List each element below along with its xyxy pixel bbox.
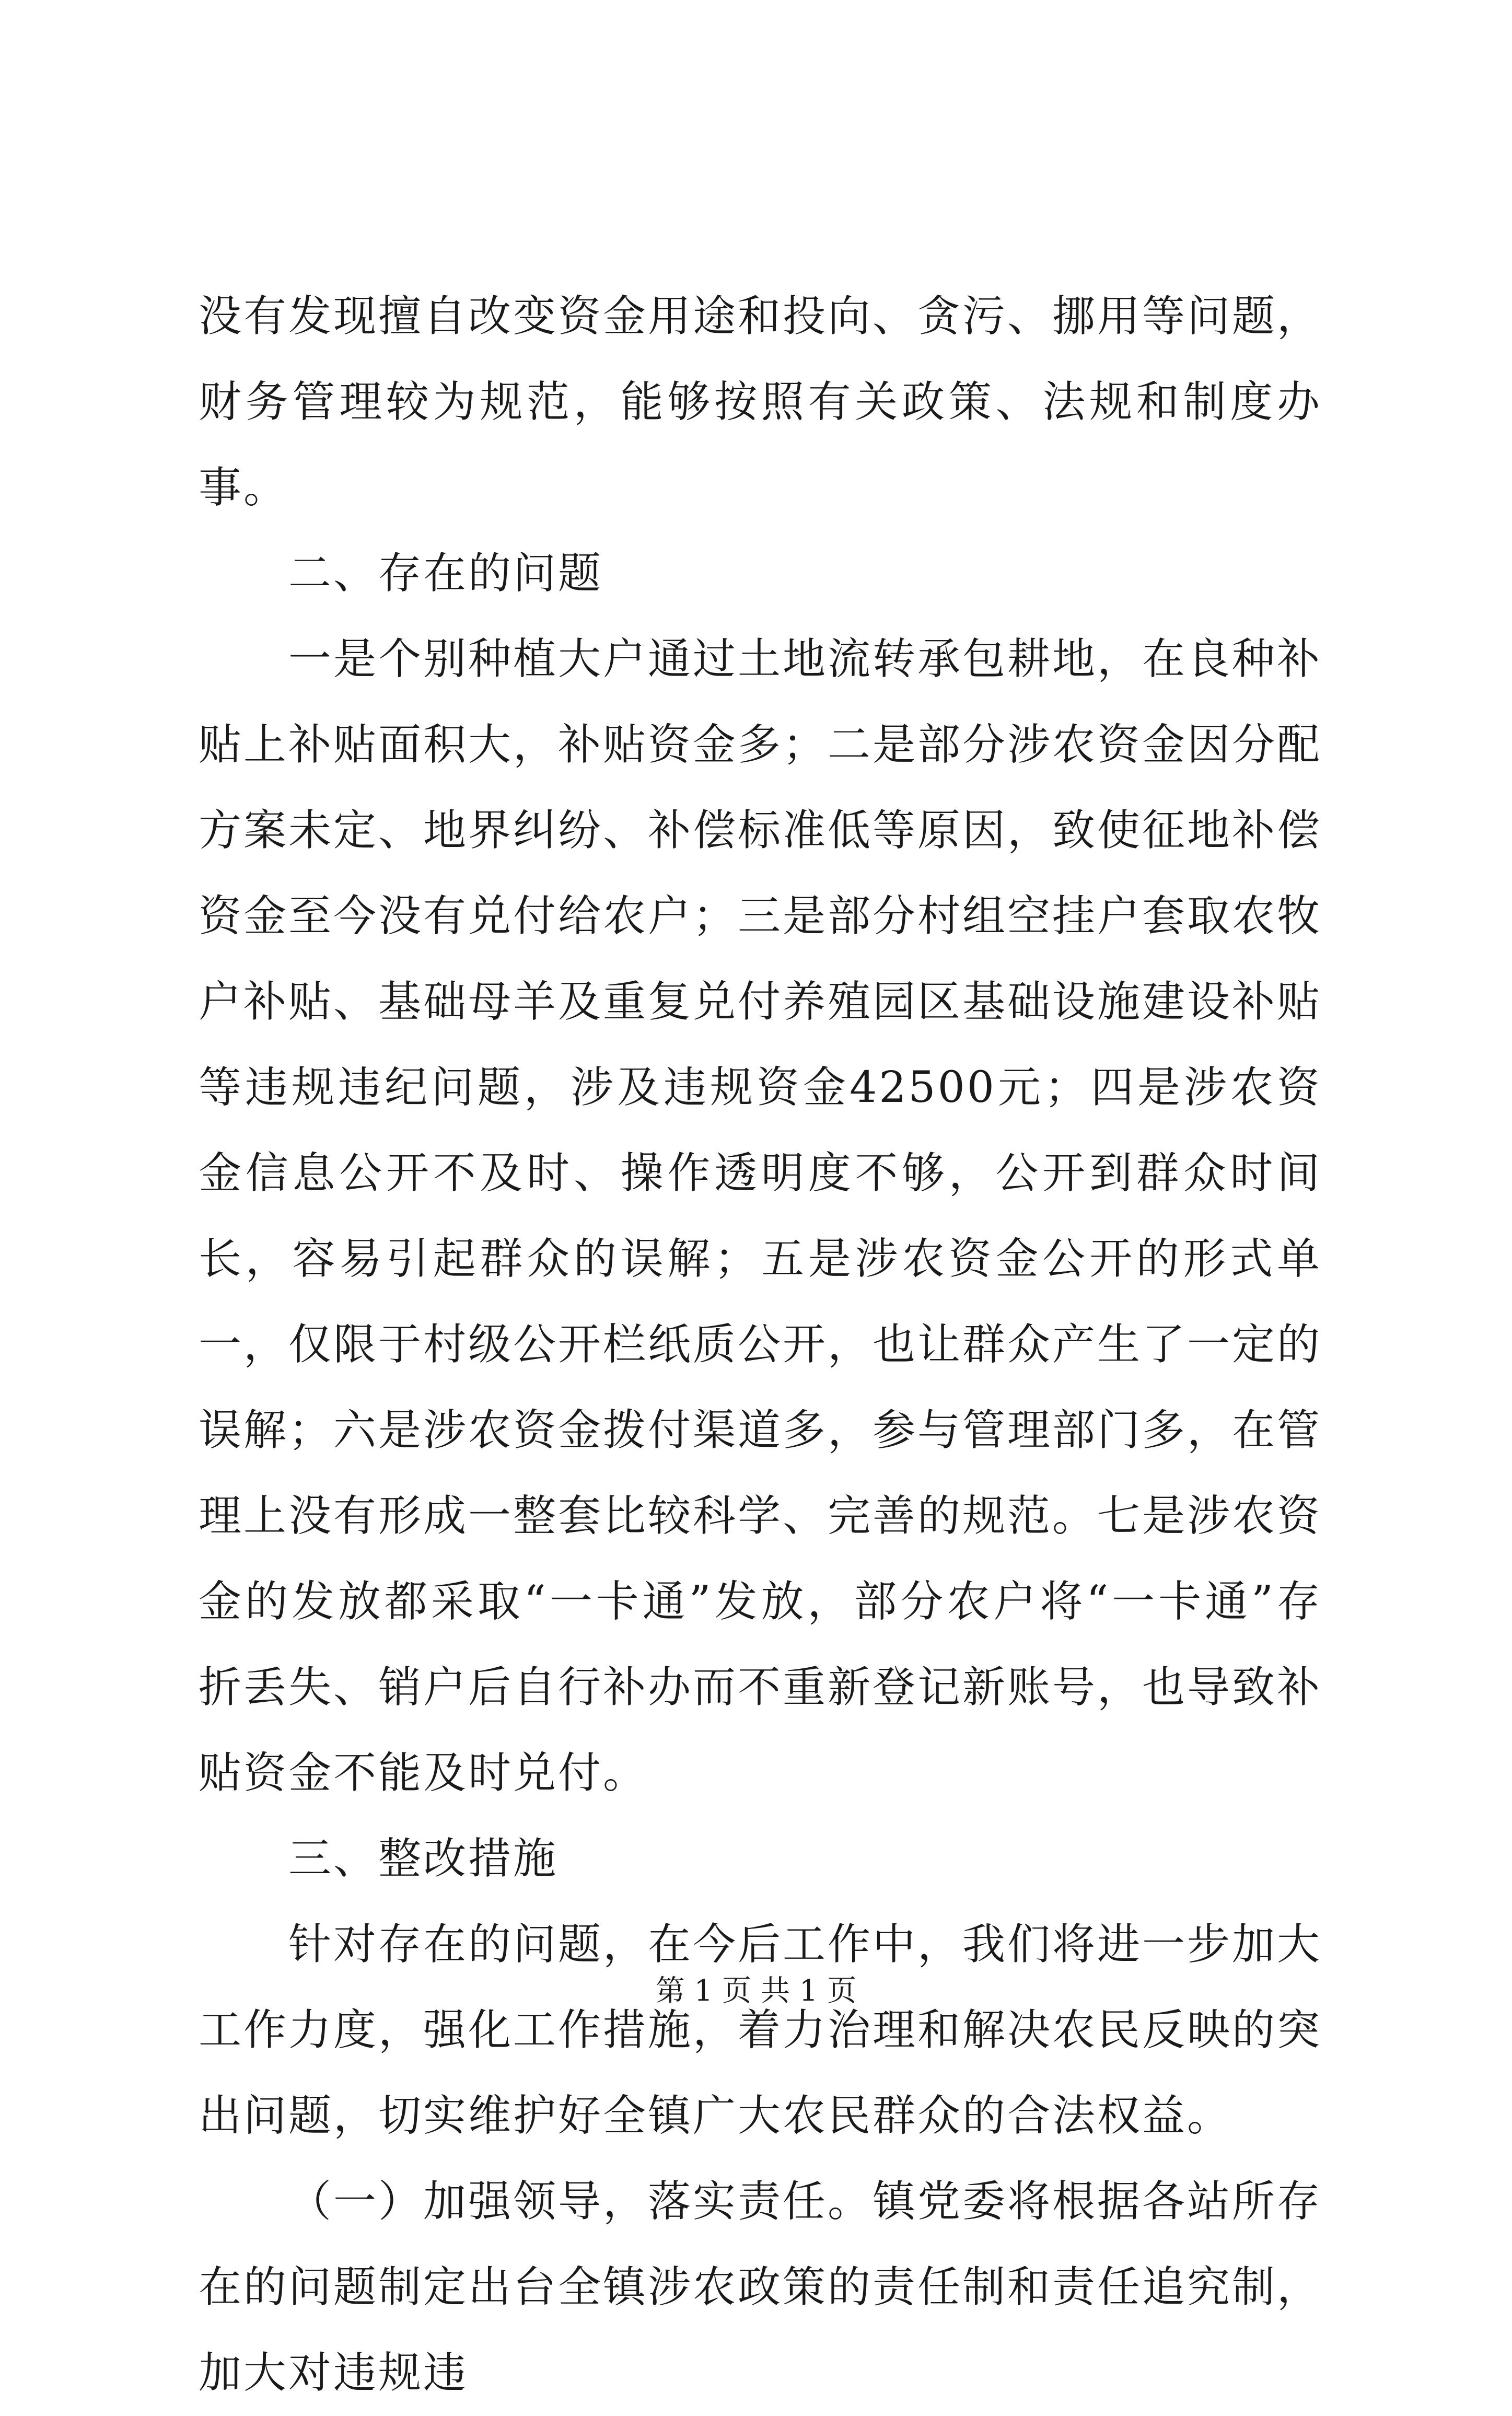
page-footer: 第 1 页 共 1 页 <box>655 1974 857 2008</box>
document-body <box>199 274 1322 2416</box>
paragraph-measures: 针对存在的问题，在今后工作中，我们将进一步加大工作力度，强化工作措施，着力治理和解决农民反映的突出问题，切实维护好全镇广大农民群众的合法权益。 <box>199 1920 1322 2141</box>
sub-item-leadership: （一）加强领导，落实责任。镇党委将根据各站所存在的问题制定出台全镇涉农政策的责任制和责任追究制，加大对违规违 <box>199 2177 1322 2398</box>
paragraph-problems: 一是个别种植大户通过土地流转承包耕地，在良种补贴上补贴面积大，补贴资金多；二是部分涉农资金因分配方案未定、地界纠纷、补偿标准低等原因，致使征地补偿资金至今没有兑付给农户；三是部分村组空挂户套取农牧户补贴、基础母羊及重复兑付养殖园区基础设施建设补贴等违规违纪问题，涉及违规资金42500元；四是涉农资金信息公开不及时、操作透明度不够，公开到群众时间长，容易引起群众的误解；五是涉农资金公开的形式单一，仅限于村级公开栏纸质公开，也让群众产生了一定的误解；六是涉农资金拨付渠道多，参与管理部门多，在管理上没有形成一整套比较科学、完善的规范。七是涉农资金的发放都采取“一卡通”发放，部分农户将“一卡通”存折丢失、销户后自行补办而不重新登记新账号，也导致补贴资金不能及时兑付。 <box>199 634 1322 1798</box>
section-heading-measures: 三、整改措施 <box>288 1834 559 1884</box>
paragraph-continuation: 没有发现擅自改变资金用途和投向、贪污、挪用等问题，财务管理较为规范，能够按照有关政策、法规和制度办事。 <box>199 292 1322 513</box>
section-heading-problems: 二、存在的问题 <box>288 549 603 598</box>
